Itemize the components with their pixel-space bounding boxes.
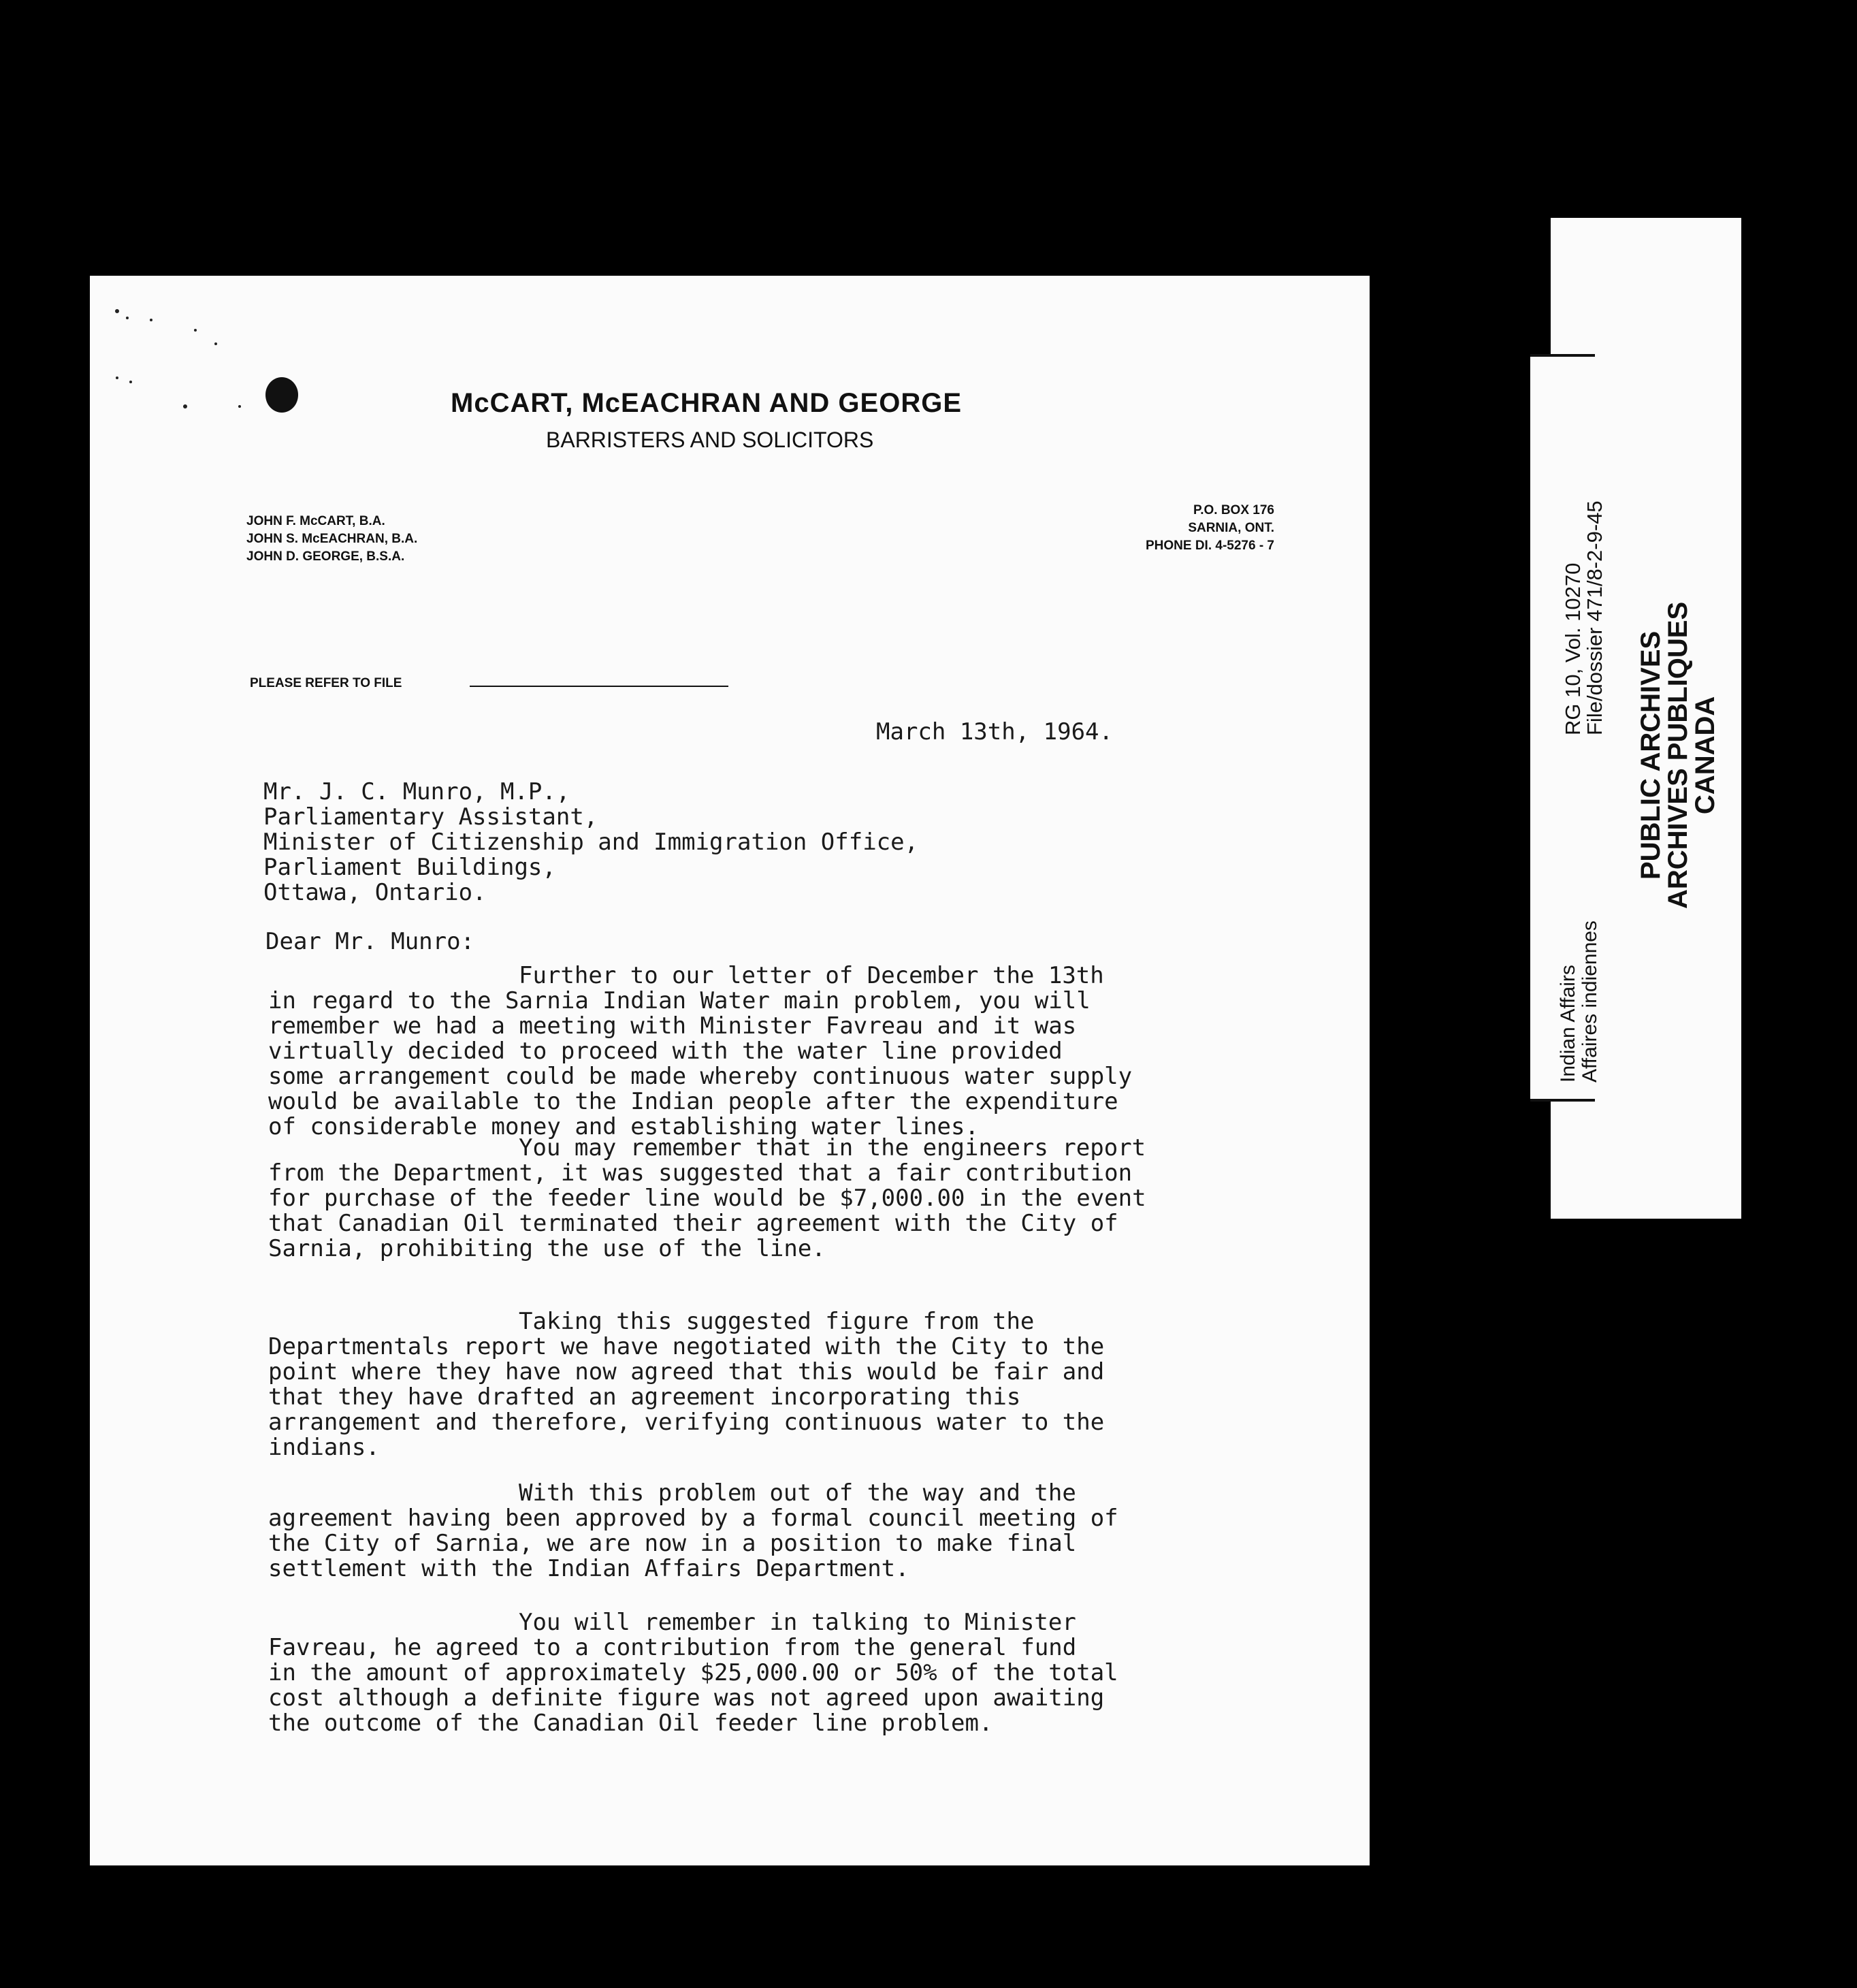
archive-title-line: CANADA — [1690, 696, 1720, 815]
recipient-address — [263, 780, 918, 905]
department-line: Indian Affairs — [1557, 965, 1579, 1083]
address-line: PHONE DI. 4-5276 - 7 — [1145, 539, 1274, 553]
paragraph-line: the City of Sarnia, we are now in a position to make final — [268, 1530, 1077, 1557]
paragraph-line: of considerable money and establishing water lines. — [268, 1113, 979, 1140]
paragraph-line: for purchase of the feeder line would be $7,000.00 in the event — [268, 1185, 1146, 1212]
firm-name: McCART, McEACHRAN AND GEORGE — [451, 388, 963, 418]
paragraph-line: cost although a definite figure was not agreed upon awaiting — [268, 1684, 1105, 1712]
paragraph-line: remember we had a meeting with Minister Favreau and it was — [268, 1012, 1077, 1040]
ink-blots — [90, 276, 362, 453]
paragraph — [268, 963, 1132, 1140]
paragraph-line: Taking this suggested figure from the — [519, 1308, 1035, 1335]
paragraph-line: would be available to the Indian people after the expenditure — [268, 1088, 1118, 1115]
paragraph-line: With this problem out of the way and the — [519, 1479, 1076, 1507]
archive-title-line: ARCHIVES PUBLIQUES — [1663, 601, 1693, 909]
paragraph — [268, 1309, 1104, 1460]
paragraph-line: virtually decided to proceed with the water line provided — [268, 1038, 1063, 1065]
partner-name: JOHN S. McEACHRAN, B.A. — [246, 532, 418, 546]
address-line: SARNIA, ONT. — [1188, 521, 1274, 535]
paragraph-line: from the Department, it was suggested that a fair contribution — [268, 1159, 1133, 1187]
archive-card-tab — [1551, 218, 1741, 327]
paragraph-line: Departmentals report we have negotiated with the City to the — [268, 1333, 1105, 1360]
reference-line: RG 10, Vol. 10270 — [1561, 562, 1585, 735]
department-line: Affaires indiennes — [1579, 920, 1601, 1083]
paragraph-line: You may remember that in the engineers report — [519, 1134, 1146, 1161]
refer-to-file-line — [470, 686, 728, 687]
recipient-line: Mr. J. C. Munro, M.P., — [263, 778, 570, 805]
paragraph-line: the outcome of the Canadian Oil feeder line problem. — [268, 1710, 993, 1737]
recipient-line: Parliament Buildings, — [263, 854, 556, 881]
paragraph-line: point where they have now agreed that this would be fair and — [268, 1358, 1105, 1385]
department-label — [1557, 920, 1601, 1083]
letter-date: March 13th, 1964. — [876, 718, 1113, 746]
paragraph-line: arrangement and therefore, verifying continuous water to the — [268, 1409, 1105, 1436]
partner-name: JOHN D. GEORGE, B.S.A. — [246, 549, 405, 564]
recipient-line: Ottawa, Ontario. — [263, 879, 487, 906]
reference-line: File/dossier 471/8-2-9-45 — [1583, 500, 1606, 735]
recipient-line: Parliamentary Assistant, — [263, 803, 598, 831]
archive-title — [1637, 602, 1719, 909]
letter-page — [90, 276, 1370, 1865]
firm-address — [961, 502, 1274, 555]
archive-reference — [1562, 500, 1606, 735]
paragraph — [268, 1610, 1118, 1736]
paragraph-line: Further to our letter of December the 13th — [519, 962, 1104, 989]
paragraph-line: that Canadian Oil terminated their agreement with the City of — [268, 1210, 1118, 1237]
partner-name: JOHN F. McCART, B.A. — [246, 514, 385, 528]
paragraph-line: Favreau, he agreed to a contribution from the general fund — [268, 1634, 1077, 1661]
firm-subtitle: BARRISTERS AND SOLICITORS — [546, 428, 874, 452]
paragraph-line: agreement having been approved by a formal council meeting of — [268, 1505, 1118, 1532]
paragraph — [268, 1481, 1118, 1582]
paragraph-line: Sarnia, prohibiting the use of the line. — [268, 1235, 826, 1262]
paragraph-line: You will remember in talking to Minister — [519, 1609, 1076, 1636]
archive-title-line: PUBLIC ARCHIVES — [1636, 630, 1666, 880]
paragraph-line: some arrangement could be made whereby continuous water supply — [268, 1063, 1133, 1090]
refer-to-file-label: PLEASE REFER TO FILE — [250, 676, 402, 690]
paragraph-line: in regard to the Sarnia Indian Water main problem, you will — [268, 987, 1091, 1014]
paragraph-line: in the amount of approximately $25,000.00 or 50% of the total — [268, 1659, 1118, 1686]
paragraph-line: that they have drafted an agreement incorporating this — [268, 1383, 1021, 1411]
salutation: Dear Mr. Munro: — [265, 928, 475, 955]
recipient-line: Minister of Citizenship and Immigration Office, — [263, 829, 919, 856]
partner-list — [246, 513, 417, 566]
paragraph-line: settlement with the Indian Affairs Department. — [268, 1555, 909, 1582]
paragraph-line: indians. — [268, 1434, 380, 1461]
address-line: P.O. BOX 176 — [1193, 503, 1274, 517]
paragraph — [268, 1136, 1146, 1262]
